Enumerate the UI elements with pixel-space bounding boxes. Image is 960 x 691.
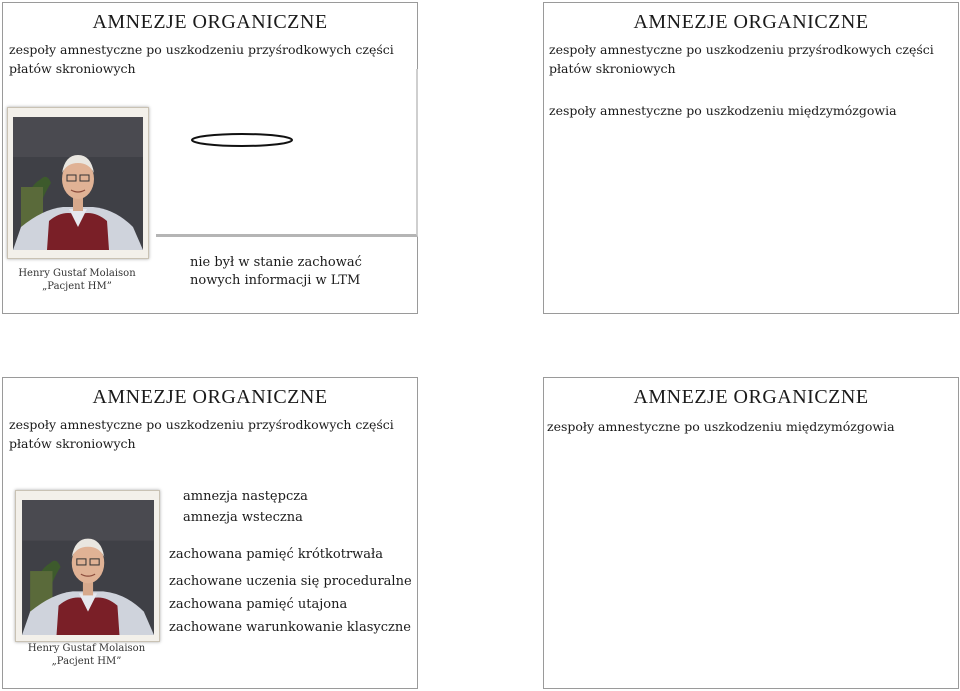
slide-subtitle-line1: zespoły amnestyczne po uszkodzeniu przyśrodkowych części	[9, 42, 394, 57]
portrait-photo	[13, 117, 143, 250]
caption-alias: „Pacjent HM”	[51, 656, 122, 667]
text-line2: nowych informacji w LTM	[190, 273, 361, 288]
caption-name: Henry Gustaf Molaison	[27, 643, 146, 654]
ellipse-shape	[156, 69, 416, 234]
slide-subtitle-line2: płatów skroniowych	[9, 61, 136, 76]
caption-name: Henry Gustaf Molaison	[18, 268, 136, 279]
portrait-frame	[7, 107, 149, 259]
slide-title: AMNEZJE ORGANICZNE	[92, 386, 328, 408]
portrait-photo	[22, 500, 154, 635]
blank-image-area	[156, 69, 418, 237]
portrait-caption	[15, 642, 158, 668]
portrait-caption	[7, 267, 147, 293]
slide-subtitle-line1: zespoły amnestyczne po uszkodzeniu przyśrodkowych części	[549, 42, 934, 57]
slide-subtitle-line1: zespoły amnestyczne po uszkodzeniu przyśrodkowych części	[9, 417, 394, 432]
slide-2	[543, 2, 959, 314]
slide-subtitle-line2: płatów skroniowych	[9, 436, 136, 451]
list-item: zachowana pamięć utajona	[169, 597, 348, 612]
list-item: zachowana pamięć krótkotrwała	[169, 547, 384, 562]
list-item: zachowane warunkowanie klasyczne	[169, 620, 411, 635]
slide-title: AMNEZJE ORGANICZNE	[633, 11, 869, 33]
list-item: amnezja następcza	[183, 489, 308, 504]
portrait-frame	[15, 490, 160, 642]
slide-subtitle: zespoły amnestyczne po uszkodzeniu międzymózgowia	[547, 419, 895, 434]
slide-title: AMNEZJE ORGANICZNE	[633, 386, 869, 408]
slide-3	[2, 377, 418, 689]
caption-alias: „Pacjent HM”	[42, 281, 112, 292]
slide-subtitle-2: zespoły amnestyczne po uszkodzeniu międzymózgowia	[549, 103, 897, 118]
slide-4	[543, 377, 959, 689]
slide-subtitle-line2: płatów skroniowych	[549, 61, 676, 76]
list-item: amnezja wsteczna	[183, 510, 303, 525]
slide-title: AMNEZJE ORGANICZNE	[92, 11, 328, 33]
text-line1: nie był w stanie zachować	[190, 255, 362, 270]
slide-1	[2, 2, 418, 314]
list-item: zachowane uczenia się proceduralne	[169, 574, 412, 589]
